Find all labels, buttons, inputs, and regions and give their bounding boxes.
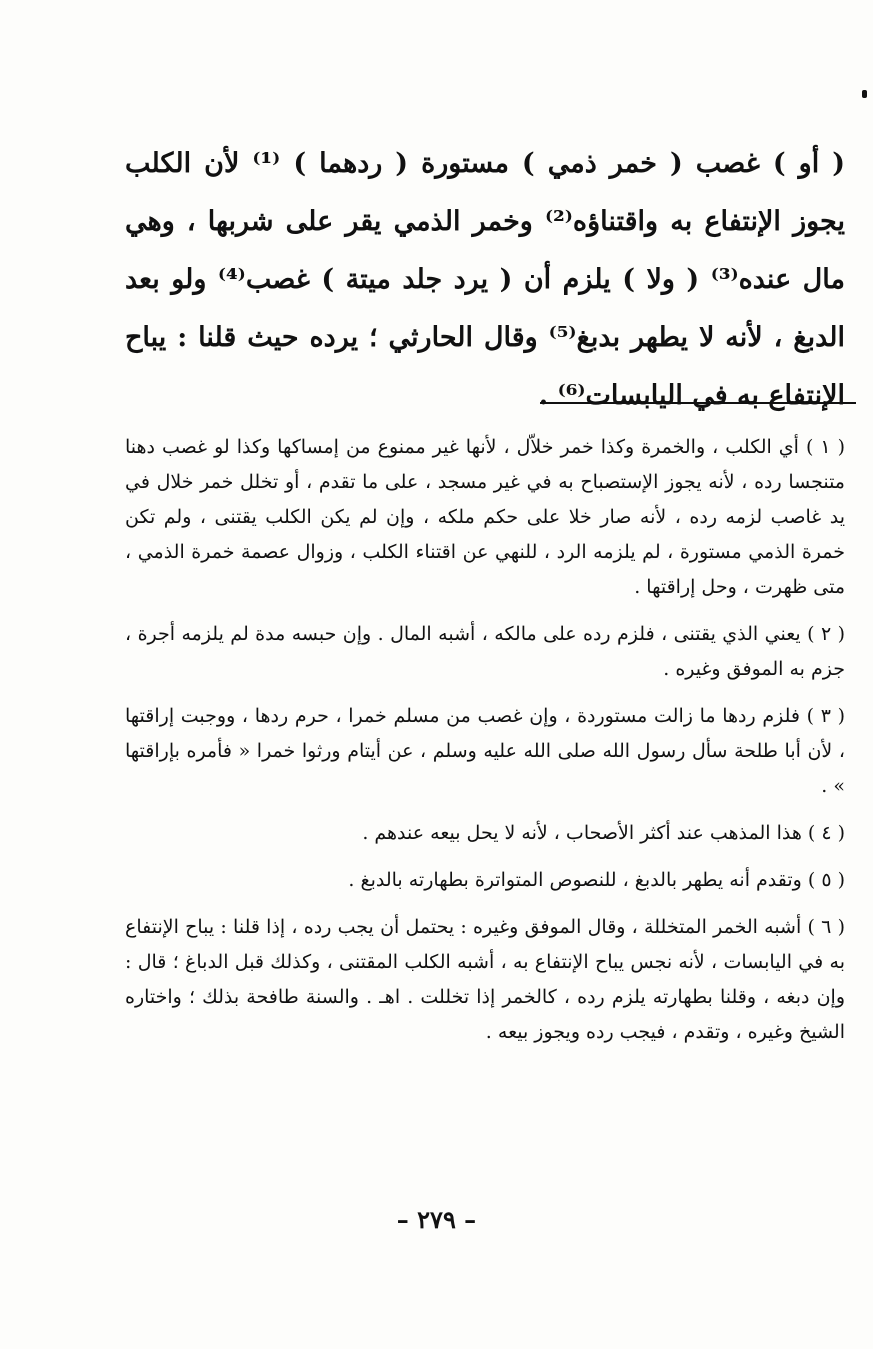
footnote-1: ( ١ ) أي الكلب ، والخمرة وكذا خمر خلاّل ، لأنها غير ممنوع من إمساكها وكذا لو غصب دهنا متنجسا رده ، لأنه يجوز الإستصباح به في غير مسجد ، على ما تقدم ، أو تخلل خمر خلال في يد غاصب لزمه رده ، لأنه صار خلا على حكم ملكه ، وإن لم يكن الكلب يقتنى ، ولم تكن خمرة الذمي مستورة ، لم يلزمه الرد ، للنهي عن اقتناء الكلب ، وزوال عصمة خمرة الذمي ، متى ظهرت ، وحل إراقتها . xyxy=(125,436,846,598)
footnote-5: ( ٥ ) وتقدم أنه يطهر بالدبغ ، للنصوص المتواترة بطهارته بالدبغ . xyxy=(348,869,845,891)
footnote-3: ( ٣ ) فلزم ردها ما زالت مستوردة ، وإن غصب من مسلم خمرا ، حرم ردها ، ووجبت إراقتها ، لأن أبا طلحة سأل رسول الله صلى الله عليه وسلم ، عن أيتام ورثوا خمرا « فأمره بإراقتها » . xyxy=(125,705,846,797)
page-number: – ٢٧٩ – xyxy=(396,1205,477,1234)
footnote-6: ( ٦ ) أشبه الخمر المتخللة ، وقال الموفق وغيره : يحتمل أن يجب رده ، إذا قلنا : يباح الإنتفاع به في اليابسات ، لأنه نجس يباح الإنتفاع به ، أشبه الكلب المقتنى ، وكذلك قبل الدباغ ؛ قال : وإن دبغه ، وقلنا بطهارته يلزم رده ، كالخمر إذا تخللت . اهـ . والسنة طافحة بذلك ؛ واختاره الشيخ وغيره ، وتقدم ، فيجب رده ويجوز بيعه . xyxy=(125,916,846,1043)
footnote-2: ( ٢ ) يعني الذي يقتنى ، فلزم رده على مالكه ، أشبه المال . وإن حبسه مدة لم يلزمه أجرة ، جزم به الموفق وغيره . xyxy=(125,623,845,680)
footnote-4: ( ٤ ) هذا المذهب عند أكثر الأصحاب ، لأنه لا يحل بيعه عندهم . xyxy=(362,822,845,844)
page-edge-mark xyxy=(862,90,867,98)
main-paragraph: ( أو ) غصب ( خمر ذمي ) مستورة ( ردهما ) ⁽¹⁾ لأن الكلب يجوز الإنتفاع به واقتناؤه⁽²⁾ وخمر الذمي يقر على شربها ، وهي مال عنده⁽³⁾ ( ولا ) يلزم أن ( يرد جلد ميتة ) غصب⁽⁴⁾ ولو بعد الدبغ ، لأنه لا يطهر بدبغ⁽⁵⁾ وقال الحارثي ؛ يرده حيث قلنا : يباح الإنتفاع به في اليابسات⁽⁶⁾ . xyxy=(125,148,846,411)
footnotes-section xyxy=(125,430,845,1050)
footnote-separator-rule xyxy=(540,402,856,404)
